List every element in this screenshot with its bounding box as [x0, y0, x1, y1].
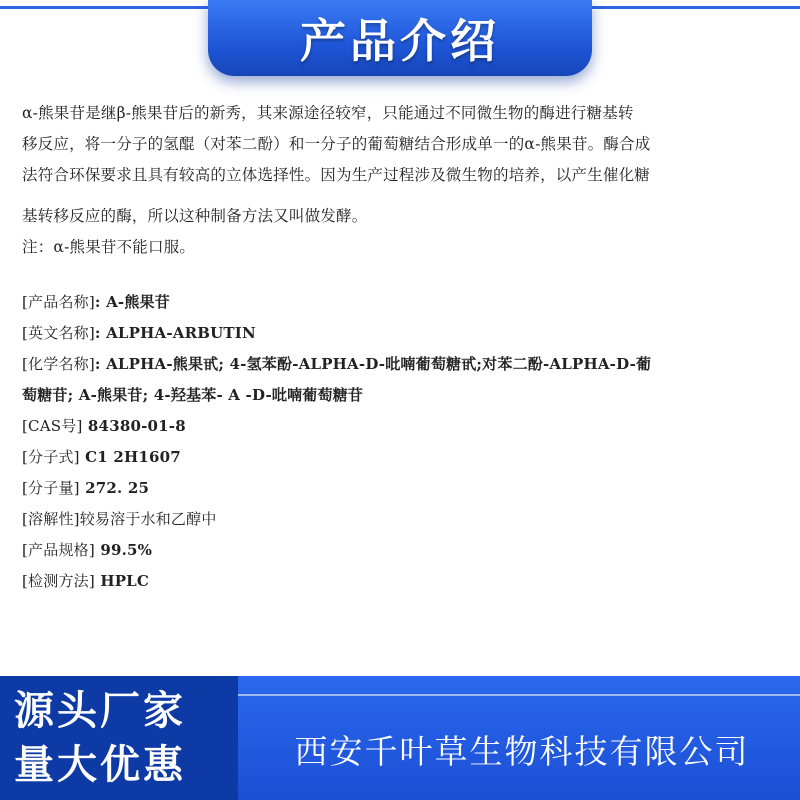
page-title: 产品介绍	[300, 14, 500, 68]
spec-value: 272. 25	[79, 479, 150, 497]
spec-value: 萄糖苷; A-熊果苷; 4-羟基苯- A -D-吡喃葡萄糖苷	[22, 386, 364, 404]
intro-line: 法符合环保要求且具有较高的立体选择性。因为生产过程涉及微生物的培养，以产生催化糖	[22, 166, 651, 184]
spec-key: [产品规格]	[22, 541, 95, 559]
spec-row-solubility	[22, 504, 782, 535]
company-name: 西安千叶草生物科技有限公司	[294, 731, 750, 771]
spec-row-weight	[22, 473, 782, 504]
spec-row-chemical-name-cont	[22, 380, 782, 411]
header-banner	[208, 0, 592, 76]
slogan-line: 量大优惠	[14, 742, 186, 788]
spec-row-english-name	[22, 318, 782, 349]
spec-value: C1 2H1607	[79, 448, 181, 466]
spec-value: 99.5%	[94, 541, 153, 559]
spec-row-spec	[22, 535, 782, 566]
spec-key: [溶解性]	[22, 510, 80, 528]
spec-row-chemical-name	[22, 349, 782, 380]
spec-value: HPLC	[94, 572, 150, 590]
spec-row-formula	[22, 442, 782, 473]
header-divider-left	[0, 6, 208, 9]
spec-row-product-name	[22, 287, 782, 318]
spec-value: : A-熊果苷	[94, 293, 170, 311]
spec-key: [检测方法]	[22, 572, 95, 590]
slogan-box	[0, 676, 238, 800]
intro-line: α-熊果苷是继β-熊果苷后的新秀，其来源途径较窄，只能通过不同微生物的酶进行糖基转	[22, 104, 634, 122]
spec-key: [产品名称]	[22, 293, 95, 311]
spec-row-cas	[22, 411, 782, 442]
spec-value: 较易溶于水和乙醇中	[79, 510, 217, 528]
intro-line: 移反应，将一分子的氢醌（对苯二酚）和一分子的葡萄糖结合形成单一的α-熊果苷。酶合成	[22, 135, 651, 153]
intro-line: 基转移反应的酶，所以这种制备方法又叫做发酵。	[22, 207, 368, 225]
spec-row-method	[22, 566, 782, 597]
footer	[0, 676, 800, 800]
spec-key: [分子量]	[22, 479, 80, 497]
spec-key: [分子式]	[22, 448, 80, 466]
spec-key: [英文名称]	[22, 324, 95, 342]
header	[0, 0, 800, 96]
intro-note: 注：α-熊果苷不能口服。	[22, 238, 196, 256]
slogan-line: 源头厂家	[14, 688, 186, 734]
spec-list	[22, 287, 782, 597]
company-box	[252, 676, 792, 800]
header-divider-right	[592, 6, 800, 9]
content	[22, 98, 782, 597]
spec-key: [CAS号]	[22, 417, 83, 435]
spec-value: : ALPHA-ARBUTIN	[94, 324, 256, 342]
spec-key: [化学名称]	[22, 355, 95, 373]
intro-paragraph	[22, 98, 782, 263]
spec-value: : ALPHA-熊果甙; 4-氢苯酚-ALPHA-D-吡喃葡萄糖甙;对苯二酚-ALPHA-D-葡	[94, 355, 652, 373]
spec-value: 84380-01-8	[82, 417, 186, 435]
